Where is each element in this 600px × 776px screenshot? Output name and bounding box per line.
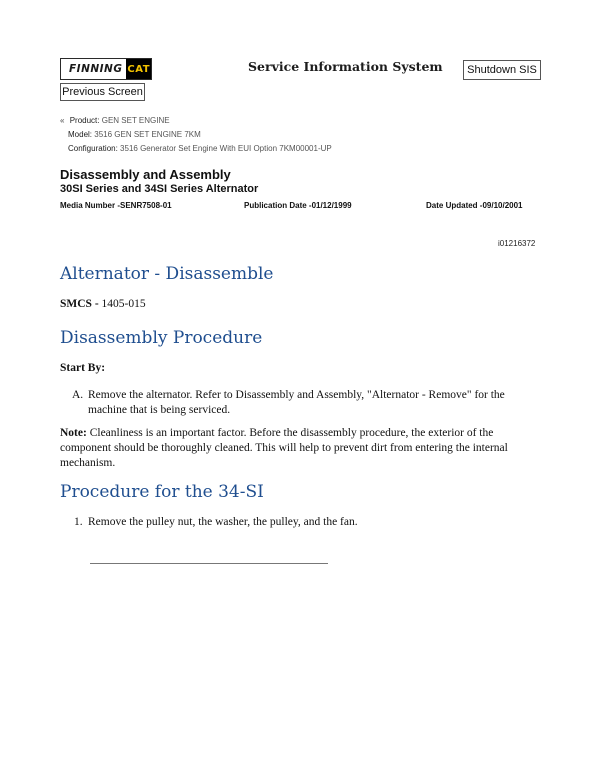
shutdown-sis-button[interactable]: Shutdown SIS: [463, 60, 541, 80]
smcs-value: 1405-015: [101, 298, 146, 310]
note-label: Note:: [60, 427, 87, 439]
product-value: GEN SET ENGINE: [101, 116, 170, 125]
finning-logo-text: FINNING: [69, 63, 123, 75]
collapse-chevron-icon[interactable]: «: [60, 116, 65, 125]
product-label: Product:: [69, 116, 100, 125]
heading-disassembly-procedure: Disassembly Procedure: [60, 328, 263, 348]
list-item-a: [72, 388, 532, 418]
list-item-text: Remove the alternator. Refer to Disassembly and Assembly, "Alternator - Remove" for the machine that is being serviced.: [88, 389, 505, 416]
product-row: [60, 116, 170, 125]
smcs-line: [60, 298, 146, 310]
previous-screen-button[interactable]: Previous Screen: [60, 83, 145, 101]
finning-cat-logo: [60, 58, 152, 80]
note-text: Cleanliness is an important factor. Before the disassembly procedure, the exterior of the component should be thoroughly cleaned. This will help to prevent dirt from entering the internal mechanism.: [60, 427, 508, 469]
configuration-row: [68, 144, 332, 153]
smcs-label: SMCS -: [60, 298, 102, 310]
list-marker: 1.: [74, 516, 83, 528]
list-item-1: [74, 516, 534, 528]
media-number: Media Number -SENR7508-01: [60, 201, 172, 210]
list-marker: A.: [72, 389, 84, 401]
configuration-value: 3516 Generator Set Engine With EUI Option 7KM00001-UP: [120, 144, 332, 153]
list-item-text: Remove the pulley nut, the washer, the pulley, and the fan.: [88, 516, 358, 528]
document-title: Disassembly and Assembly: [60, 167, 231, 182]
start-by-label: Start By:: [60, 362, 106, 374]
heading-alternator-disassemble: Alternator - Disassemble: [60, 264, 274, 284]
document-id: i01216372: [498, 239, 536, 248]
model-value: 3516 GEN SET ENGINE 7KM: [94, 130, 201, 139]
model-row: [68, 130, 201, 139]
date-updated: Date Updated -09/10/2001: [426, 201, 523, 210]
horizontal-divider: [90, 563, 328, 564]
cat-logo-text: CAT: [126, 59, 151, 79]
model-label: Model:: [68, 130, 93, 139]
note-paragraph: [60, 426, 530, 471]
heading-procedure-34si: Procedure for the 34-SI: [60, 482, 264, 502]
app-title: Service Information System: [248, 59, 443, 74]
configuration-label: Configuration:: [68, 144, 118, 153]
publication-date: Publication Date -01/12/1999: [244, 201, 352, 210]
document-subtitle: 30SI Series and 34SI Series Alternator: [60, 183, 259, 195]
